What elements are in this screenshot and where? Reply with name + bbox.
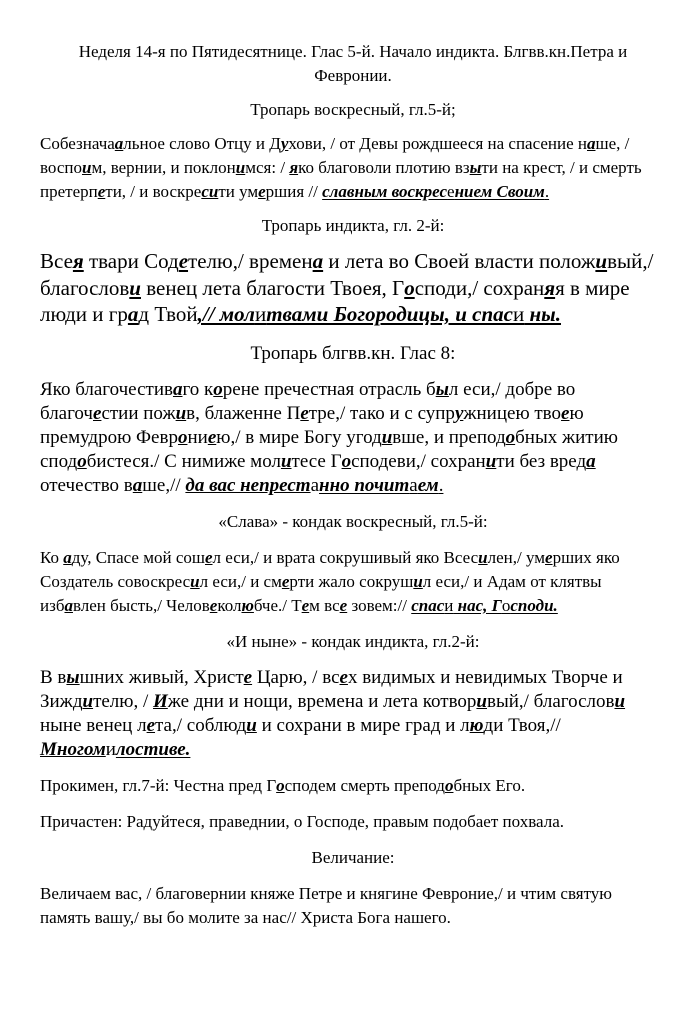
text-segment: телю, / (93, 690, 154, 712)
text-segment: м, вернии, и поклон (91, 158, 236, 177)
accented-letter: е (243, 666, 253, 688)
accented-letter: е (561, 402, 570, 424)
accented-letter: и (82, 690, 94, 712)
text-segment: л еси,/ и врата сокрушивый яко Всес (212, 547, 479, 567)
inyne-heading: «И ныне» - кондак индикта, гл.2-й: (226, 631, 480, 651)
accented-letter: и (381, 426, 393, 448)
text-segment: бистеся./ С нимиже мол (86, 450, 281, 472)
text-segment: шних живый, Христ (79, 666, 244, 688)
text-segment: о (501, 595, 511, 615)
accented-letter: Многом (40, 738, 106, 760)
text-segment: и (254, 302, 267, 326)
text-segment: сподеви,/ сохран (351, 450, 486, 472)
accented-letter: е (258, 182, 266, 201)
accented-letter: ы (435, 378, 449, 400)
accented-letter: е (178, 249, 189, 273)
prokimen-text (40, 774, 666, 798)
text-segment: Все (40, 249, 73, 273)
text-segment: зовем:// (347, 595, 412, 615)
text-segment: ше,// (142, 474, 186, 496)
text-segment: е (447, 182, 455, 201)
accented-letter: у (454, 402, 464, 424)
page-title: Неделя 14-я по Пятидесятнице. Глас 5-й. Начало индикта. Блгвв.кн.Петра и Февронии. (78, 42, 628, 85)
accented-letter: нием Своим (454, 182, 545, 201)
accented-letter: о (276, 775, 285, 795)
text-segment: Собезнача (40, 134, 115, 153)
tropar-indikt-heading: Тропарь индикта, гл. 2-й: (261, 216, 445, 235)
text-segment: ди Твоя,// (483, 714, 561, 736)
text-segment: ше, / воспо (40, 134, 630, 177)
text-segment: и сохрани в мире град и л (256, 714, 470, 736)
tropar-sunday-text (40, 132, 666, 204)
accented-letter: о (404, 275, 415, 300)
accented-letter: е (93, 402, 102, 424)
accented-letter: нас, Г (453, 595, 502, 615)
accented-letter: си (201, 182, 219, 201)
text-segment: вый,/ благослов (487, 690, 615, 712)
accented-letter: е (301, 595, 310, 615)
text-segment: бче./ Т (253, 595, 302, 615)
text-segment: стии пож (101, 402, 176, 424)
text-segment: споди,/ сохран (414, 275, 545, 300)
accented-letter: споди. (510, 595, 558, 615)
text-segment: ти ум (218, 182, 259, 201)
text-segment: и лета во Своей власти полож (323, 249, 596, 273)
accented-letter: е (339, 595, 348, 615)
accented-letter: ю (241, 595, 254, 615)
accented-letter: лостиве. (115, 738, 191, 760)
accented-letter: е (207, 426, 217, 448)
accented-letter: и (235, 158, 246, 177)
accented-letter: а (312, 249, 324, 273)
text-segment: бных житию спод (40, 426, 618, 472)
text-segment: же дни и нощи, времена и лета котвор (167, 690, 477, 712)
accented-letter: и (478, 547, 488, 567)
accented-letter: ,// мол (197, 302, 255, 326)
accented-letter: и (280, 450, 292, 472)
text-segment: л еси,/ и см (199, 571, 282, 591)
velichanie-heading: Величание: (311, 847, 395, 867)
text-segment: ныне венец л (40, 714, 147, 736)
accented-letter: е (545, 547, 553, 567)
text-segment: ти, / и воскре (105, 182, 202, 201)
accented-letter: а (132, 474, 143, 496)
text-segment: тесе Г (291, 450, 342, 472)
accented-letter: и (190, 571, 200, 591)
text-segment: жницею тво (463, 402, 562, 424)
accented-letter: ны. (524, 302, 561, 326)
text-segment: ни (187, 426, 208, 448)
accented-letter: И (153, 690, 168, 712)
text-segment: кол (217, 595, 242, 615)
text-segment: рти жало сокруш (289, 571, 414, 591)
accented-letter: и (175, 402, 187, 424)
text-segment: л еси,/ и Адам от клятвы изб (40, 571, 602, 615)
accented-letter: е (146, 714, 156, 736)
accented-letter: о (213, 378, 223, 400)
accented-letter: я (289, 158, 299, 177)
accented-letter: я (72, 249, 84, 273)
text-segment: ю премудрою Февр (40, 402, 584, 448)
text-segment: ти без вред (496, 450, 587, 472)
accented-letter: а (172, 378, 183, 400)
accented-letter: а (587, 134, 596, 153)
accented-letter: а (127, 302, 139, 326)
accented-letter: о (341, 450, 352, 472)
tropar-indikt-text (40, 248, 666, 328)
accented-letter: е (300, 402, 309, 424)
accented-letter: ы (66, 666, 80, 688)
prichasten-text: Причастен: Радуйтеся, праведнии, о Господе, правым подобает похвала. (40, 811, 564, 831)
text-segment: а (409, 474, 418, 496)
text-segment: д Твой (138, 302, 198, 326)
text-segment: Прокимен, гл.7-й: Честна пред Г (40, 775, 277, 795)
text-segment: вый,/ благослов (40, 249, 654, 300)
accented-letter: а (586, 450, 596, 472)
text-segment: влен бысть,/ Челов (72, 595, 210, 615)
text-segment: и (105, 738, 116, 760)
text-segment: ду, Спасе мой сош (71, 547, 205, 567)
text-segment: ти на крест, / и смерть претерп (40, 158, 642, 201)
accented-letter: у (280, 134, 289, 153)
accented-letter: е (97, 182, 106, 201)
accented-letter: о (177, 426, 188, 448)
text-segment: венец лета благости Твоея, Г (140, 275, 405, 300)
text-segment: тре,/ тако и с супр (308, 402, 455, 424)
accented-letter: ем (417, 474, 439, 496)
accented-letter: ы (469, 158, 482, 177)
text-segment: ко благоволи плотию вз (298, 158, 470, 177)
text-segment: в, блаженне П (186, 402, 301, 424)
text-segment: рене пречестная отрасль б (222, 378, 436, 400)
accented-letter: ю (469, 714, 484, 736)
text-segment: льное слово Отцу и Д (123, 134, 281, 153)
text-segment: и (444, 595, 454, 615)
accented-letter: да вас непрест (185, 474, 311, 496)
accented-letter: нно почит (319, 474, 410, 496)
accented-letter: и (485, 450, 497, 472)
accented-letter: е (281, 571, 290, 591)
accented-letter: о (505, 426, 516, 448)
accented-letter: а (114, 134, 124, 153)
accented-letter: и (614, 690, 626, 712)
text-segment: бных Его. (453, 775, 526, 795)
text-segment: твари Сод (83, 249, 179, 273)
accented-letter: е (209, 595, 218, 615)
text-segment: и (513, 302, 525, 326)
text-segment: го к (182, 378, 214, 400)
text-segment: В в (40, 666, 67, 688)
slava-text (40, 546, 666, 618)
text-segment: а (310, 474, 320, 496)
tropar-sunday-heading: Тропарь воскресный, гл.5-й; (250, 100, 456, 119)
text-segment: ршия // (265, 182, 323, 201)
text-segment: . (438, 474, 444, 496)
tropar-princes-text (40, 378, 666, 498)
text-segment: сподем смерть препод (284, 775, 445, 795)
accented-letter: о (77, 450, 87, 472)
text-segment: Ко (40, 547, 64, 567)
accented-letter: е (339, 666, 348, 688)
accented-letter: о (444, 775, 454, 795)
text-segment: х видимых и невидимых Творче и Зижд (40, 666, 623, 712)
accented-letter: спас (411, 595, 445, 615)
text-segment: отечество в (40, 474, 133, 496)
accented-letter: и (595, 249, 608, 273)
accented-letter: твами Богородицы, и спас (266, 302, 513, 326)
text-segment: Яко благочестив (40, 378, 173, 400)
velichanie-text: Величаем вас, / благовернии княже Петре и княгине Февроние,/ и чтим святую память вашу,/ вы бо молите за нас// Христа Бога нашего. (40, 883, 613, 927)
text-segment: ю,/ в мире Богу угод (216, 426, 382, 448)
accented-letter: и (413, 571, 423, 591)
accented-letter: е (204, 547, 213, 567)
accented-letter: славным воскрес (322, 182, 448, 201)
accented-letter: и (476, 690, 487, 712)
text-segment: л еси,/ добре во благоч (40, 378, 576, 424)
slava-heading: «Слава» - кондак воскресный, гл.5-й: (218, 511, 488, 531)
text-segment: хови, / от Девы рождшееся на спасение н (288, 134, 587, 153)
text-segment: вше, и препод (392, 426, 506, 448)
text-segment: м вс (309, 595, 340, 615)
accented-letter: я (544, 275, 556, 300)
text-segment: рших яко Создатель совоскрес (40, 547, 620, 591)
accented-letter: а (63, 547, 72, 567)
text-segment: Царю, / вс (252, 666, 340, 688)
tropar-princes-heading: Тропарь блгвв.кн. Глас 8: (250, 342, 456, 364)
inyne-text (40, 666, 666, 762)
text-segment: лен,/ ум (487, 547, 546, 567)
accented-letter: а (64, 595, 73, 615)
accented-letter: и (246, 714, 257, 736)
accented-letter: и (129, 275, 141, 300)
text-segment: . (544, 182, 550, 201)
text-segment: та,/ соблюд (155, 714, 247, 736)
text-segment: телю,/ времен (188, 249, 313, 273)
accented-letter: и (81, 158, 92, 177)
text-segment: я в мире люди и гр (40, 275, 630, 326)
text-segment: мся: / (245, 158, 290, 177)
